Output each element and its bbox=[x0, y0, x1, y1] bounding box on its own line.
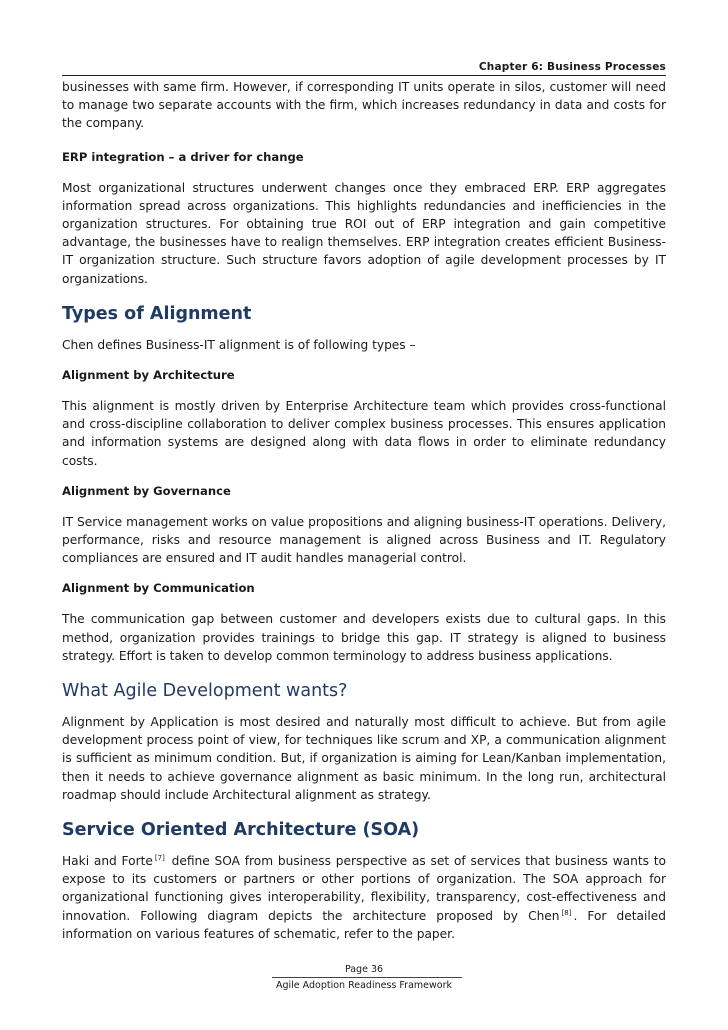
page-content bbox=[62, 78, 666, 943]
communication-paragraph: The communication gap between customer and developers exists due to cultural gaps. In this method, organization provides trainings to bridge this gap. IT strategy is aligned to business strategy. Effort is taken to develop common terminology to address business applications. bbox=[62, 612, 666, 663]
governance-heading: Alignment by Governance bbox=[62, 483, 231, 498]
page-number: Page 36 bbox=[344, 964, 384, 975]
types-intro: Chen defines Business-IT alignment is of following types – bbox=[62, 337, 416, 352]
soa-paragraph bbox=[62, 852, 666, 943]
soa-heading: Service Oriented Architecture (SOA) bbox=[62, 820, 420, 841]
citation-8: [8] bbox=[561, 908, 572, 917]
architecture-heading: Alignment by Architecture bbox=[62, 368, 235, 383]
governance-paragraph: IT Service management works on value propositions and aligning business-IT operations. Delivery, performance, risks and resource management is aligned across Business and IT. Regulatory compliances are ensured and IT audit handles managerial control. bbox=[62, 514, 666, 566]
soa-text-2: define SOA from business perspective as set of services that business wants to expose to its customers or partners or other portions of organization. The SOA approach for organizational functioning gives interoperability, flexibility, transparency, cost-effectiveness and innovation. Following diagram depicts the architecture proposed by Chen bbox=[62, 854, 666, 923]
footer-rule bbox=[272, 977, 462, 978]
soa-text-1: Haki and Forte bbox=[62, 854, 153, 869]
erp-paragraph: Most organizational structures underwent changes once they embraced ERP. ERP aggregates information spread across organizations. This highlights redundancies and inefficiencies in the organization structures. For obtaining true ROI out of ERP integration and gain competitive advantage, the businesses have to realign themselves. ERP integration creates efficient Business-IT organization structure. Such structure favors adoption of agile development processes by IT organizations. bbox=[62, 180, 666, 286]
agile-heading: What Agile Development wants? bbox=[62, 681, 348, 702]
types-heading: Types of Alignment bbox=[62, 303, 252, 324]
erp-heading: ERP integration – a driver for change bbox=[62, 149, 304, 164]
citation-7: [7] bbox=[154, 854, 165, 863]
communication-heading: Alignment by Communication bbox=[62, 581, 255, 596]
header-rule bbox=[62, 75, 666, 76]
agile-paragraph: Alignment by Application is most desired and naturally most difficult to achieve. But from agile development process point of view, for techniques like scrum and XP, a communication alignment is sufficient as minimum condition. But, if organization is aiming for Lean/Kanban implementation, then it needs to achieve governance alignment as basic minimum. In the long run, architectural roadmap should include Architectural alignment as strategy. bbox=[62, 715, 666, 802]
architecture-paragraph: This alignment is mostly driven by Enterprise Architecture team which provides cross-functional and cross-discipline collaboration to deliver complex business processes. This ensures application and information systems are designed along with data flows in order to eliminate redundancy costs. bbox=[62, 399, 666, 468]
footer-title: Agile Adoption Readiness Framework bbox=[276, 980, 452, 991]
chapter-header: Chapter 6: Business Processes bbox=[478, 61, 666, 73]
intro-paragraph: businesses with same firm. However, if corresponding IT units operate in silos, customer will need to manage two separate accounts with the firm, which increases redundancy in data and costs for the company. bbox=[62, 80, 666, 131]
soa-text-3: . For detailed information on various features of schematic, refer to the paper. bbox=[62, 908, 666, 941]
